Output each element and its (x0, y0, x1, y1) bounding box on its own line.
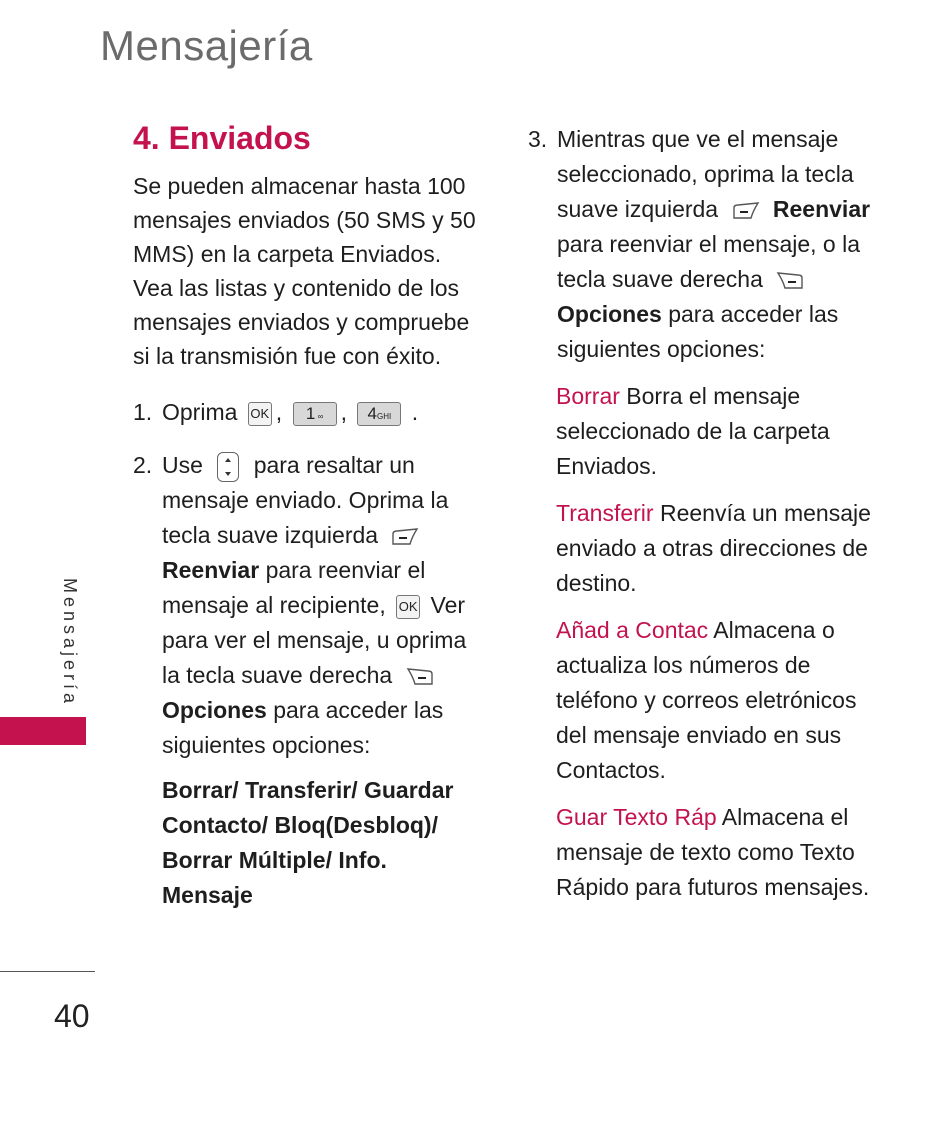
key-4-sublabel: GHI (376, 411, 392, 421)
section-intro: Se pueden almacenar hasta 100 mensajes enviados (50 SMS y 50 MMS) en la carpeta Enviados. Vea las listas y contenido de los mensajes enviados y compruebe si la transmisión fue con éxito. (133, 173, 476, 369)
option-item (528, 496, 888, 601)
step-2-text-b: para reenviar el mensaje al recipiente, (162, 557, 426, 618)
nav-up-down-icon (217, 452, 239, 482)
step-3-text-c: para acceder las siguientes opciones: (557, 301, 839, 362)
page-number: 40 (54, 998, 90, 1034)
step-2-opciones: Opciones (162, 697, 267, 723)
step-2-ver: Ver (430, 592, 466, 618)
key-4-icon (357, 402, 401, 426)
key-4-label: 4 (367, 403, 377, 423)
option-term: Añad a Contac (556, 617, 709, 643)
step-3-text-b: para reenviar el mensaje, o la tecla suave derecha (557, 231, 860, 292)
step-2-use: Use (162, 452, 203, 478)
step-1-number: 1. (133, 399, 153, 425)
side-tab-label: Mensajería (60, 578, 80, 708)
footer-divider (0, 971, 95, 972)
step-2-options-list: Borrar/ Transferir/ Guardar Contacto/ Bloq(Desbloq)/ Borrar Múltiple/ Info. Mensaje (162, 777, 454, 908)
option-desc: Almacena el mensaje de texto como Texto Rápido para futuros mensajes. (556, 804, 870, 900)
step-3-number: 3. (528, 126, 548, 152)
option-term: Transferir (556, 500, 654, 526)
ok-key-icon: OK (396, 595, 420, 619)
option-item (528, 613, 888, 788)
step-2-reenviar: Reenviar (162, 557, 260, 583)
option-desc: Almacena o actualiza los números de teléfono y correos eletrónicos del mensaje enviado en sus Contactos. (556, 617, 857, 783)
right-column (528, 122, 888, 905)
option-term: Guar Texto Ráp (556, 804, 717, 830)
ok-key-icon: OK (248, 402, 272, 426)
right-soft-key-icon (775, 271, 805, 291)
option-item (528, 379, 888, 484)
step-3-reenviar: Reenviar (772, 196, 871, 222)
step-1-text: Oprima (162, 399, 238, 425)
step-1 (133, 395, 483, 430)
option-desc: Borra el mensaje seleccionado de la carpeta Enviados. (556, 383, 830, 479)
key-1-label: 1 (305, 403, 316, 423)
step-3-opciones: Opciones (557, 301, 662, 327)
step-3-text-a: Mientras que ve el mensaje seleccionado, oprima la tecla suave izquierda (557, 126, 854, 222)
step-2 (133, 448, 483, 913)
section-title: 4. Enviados (133, 120, 311, 156)
step-2-text-a: para resaltar un mensaje enviado. Oprima la tecla suave izquierda (162, 452, 449, 548)
step-3 (528, 122, 888, 367)
option-term: Borrar (556, 383, 620, 409)
left-column (133, 120, 483, 913)
left-soft-key-icon (731, 201, 761, 221)
key-1-voicemail-glyph: ∞ (315, 411, 324, 421)
key-1-icon (293, 402, 337, 426)
side-tab-marker (0, 717, 86, 745)
step-2-number: 2. (133, 452, 153, 478)
option-desc: Reenvía un mensaje enviado a otras direcciones de destino. (556, 500, 871, 596)
option-item (528, 800, 888, 905)
page-header-title: Mensajería (100, 22, 313, 69)
right-soft-key-icon (405, 667, 435, 687)
left-soft-key-icon (390, 527, 420, 547)
comma: , (340, 399, 347, 425)
comma: , (275, 399, 283, 425)
period: . (411, 399, 419, 425)
step-2-text-d: para acceder las siguientes opciones: (162, 697, 444, 758)
step-2-text-c: para ver el mensaje, u oprima la tecla suave derecha (162, 627, 467, 688)
